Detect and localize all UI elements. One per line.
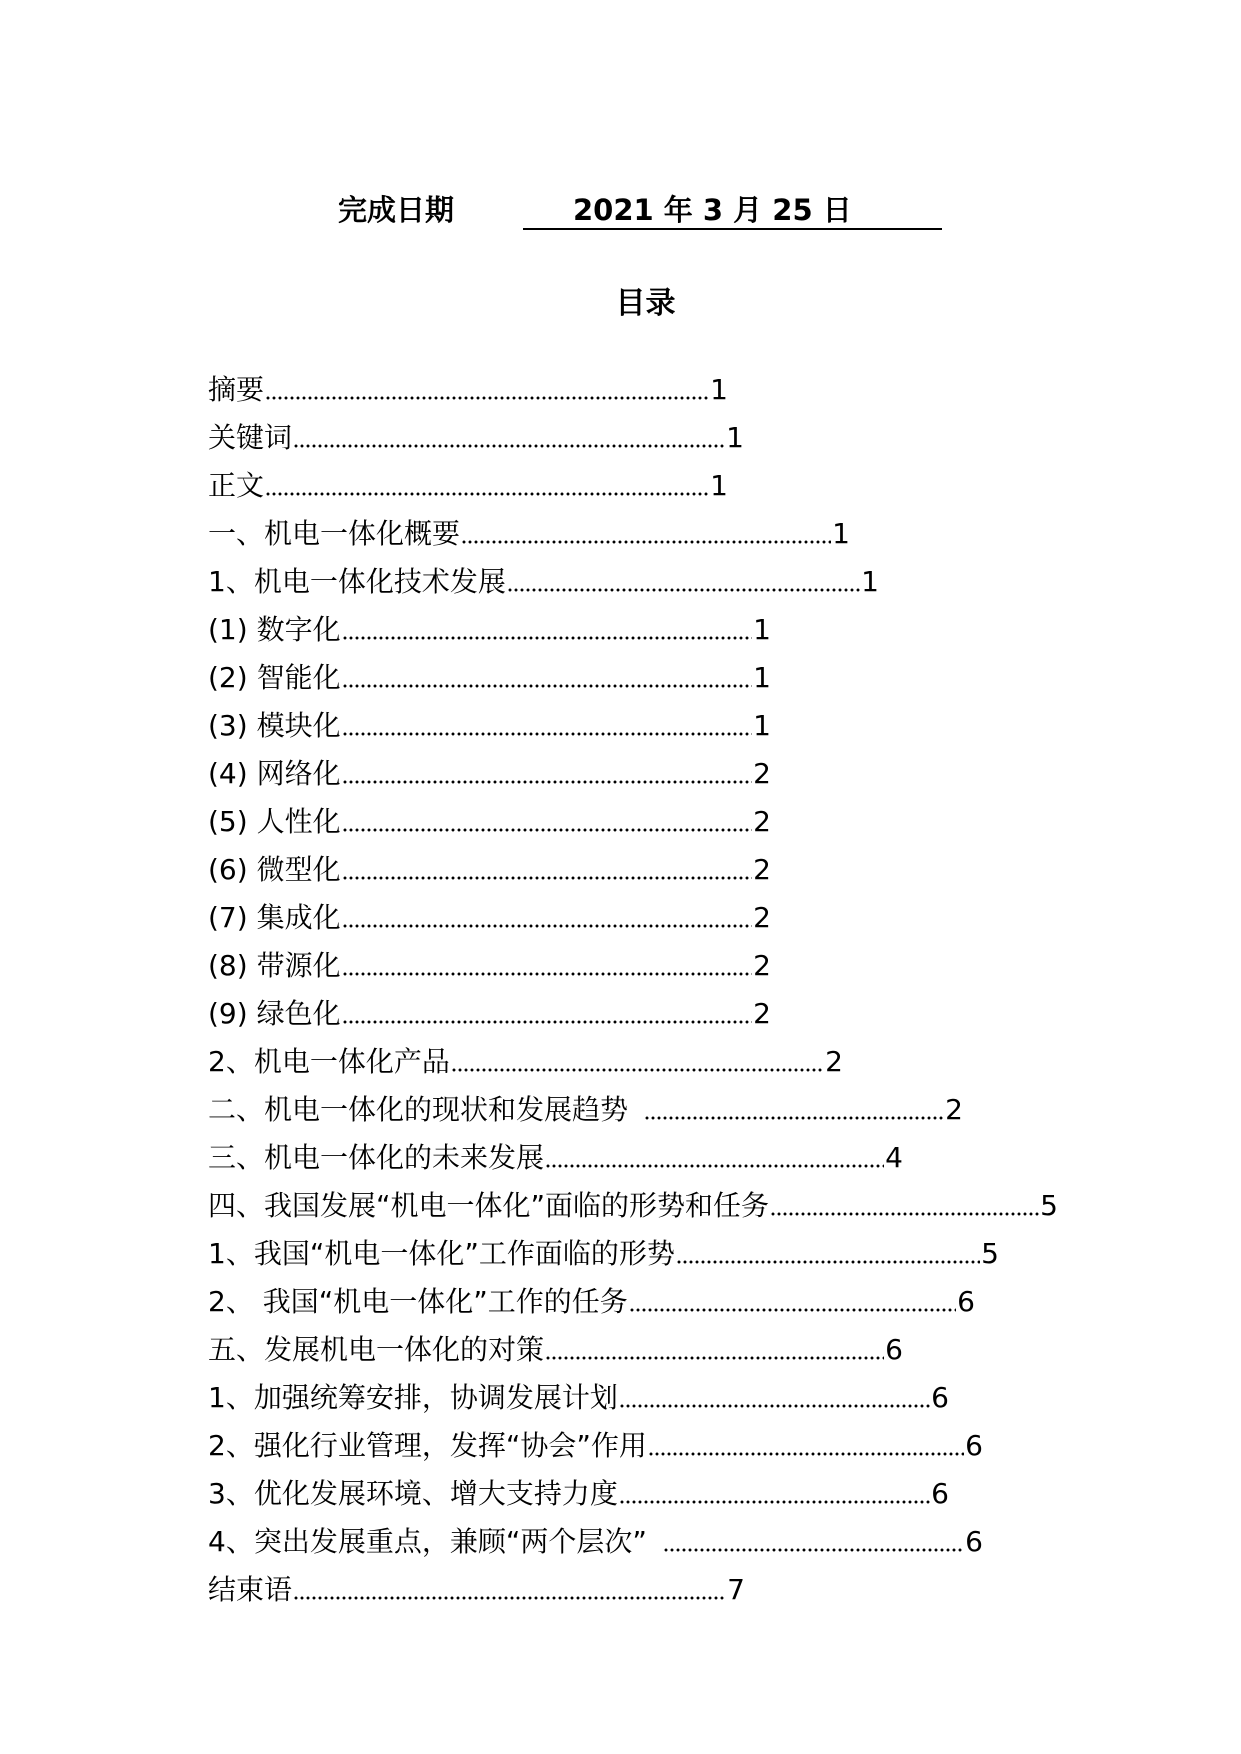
date-label: 完成日期 <box>338 193 455 227</box>
toc-entry-title: (3) 模块化 <box>208 709 341 742</box>
toc-entry-page: 6 <box>965 1429 983 1462</box>
dot-leader <box>619 1499 930 1505</box>
dot-leader <box>265 491 709 497</box>
toc-title: 目录 <box>615 286 676 321</box>
dot-leader <box>648 1451 964 1457</box>
completion-date <box>0 188 1241 234</box>
toc-entry-title: 2、机电一体化产品 <box>208 1045 450 1078</box>
toc-entry-title: 1、我国“机电一体化”工作面临的形势 <box>208 1237 675 1270</box>
toc-entry-page: 1 <box>753 661 771 694</box>
date-value: 2021 年 3 月 25 日 <box>523 188 942 230</box>
toc-entry-page: 1 <box>832 517 850 550</box>
toc-entry[interactable] <box>208 606 771 654</box>
toc-entry[interactable] <box>208 702 771 750</box>
toc-entry-title: 二、机电一体化的现状和发展趋势 <box>208 1093 629 1126</box>
toc-entry-title: 三、机电一体化的未来发展 <box>208 1141 545 1174</box>
toc-entry-title: 关键词 <box>208 421 293 454</box>
toc-entry[interactable] <box>208 462 728 510</box>
toc-entry[interactable] <box>208 558 879 606</box>
toc-entry[interactable] <box>208 1278 975 1326</box>
toc-entry-page: 1 <box>861 565 879 598</box>
dot-leader <box>545 1163 884 1169</box>
toc-entry[interactable] <box>208 414 744 462</box>
toc-entry[interactable] <box>208 1374 949 1422</box>
toc-entry[interactable] <box>208 750 771 798</box>
toc-entry-title: (1) 数字化 <box>208 613 341 646</box>
toc-entry-page: 1 <box>710 469 728 502</box>
toc-entry-page: 6 <box>931 1477 949 1510</box>
toc-entry-page: 2 <box>753 853 771 886</box>
toc-entry[interactable] <box>208 510 850 558</box>
table-of-contents <box>208 366 1058 1614</box>
toc-entry[interactable] <box>208 990 771 1038</box>
dot-leader <box>342 635 753 641</box>
toc-entry-title: 结束语 <box>208 1573 293 1606</box>
dot-leader <box>507 587 860 593</box>
toc-entry-page: 5 <box>981 1237 999 1270</box>
dot-leader <box>676 1259 980 1265</box>
dot-leader <box>342 827 753 833</box>
toc-entry[interactable] <box>208 798 771 846</box>
toc-entry-page: 6 <box>957 1285 975 1318</box>
toc-entry-title: (5) 人性化 <box>208 805 341 838</box>
dot-leader <box>629 1307 956 1313</box>
toc-entry-title: 1、加强统筹安排，协调发展计划 <box>208 1381 618 1414</box>
toc-entry-page: 1 <box>710 373 728 406</box>
toc-entry-page: 2 <box>753 997 771 1030</box>
toc-entry-title: 四、我国发展“机电一体化”面临的形势和任务 <box>208 1189 770 1222</box>
dot-leader <box>461 539 831 545</box>
dot-leader <box>644 1115 944 1121</box>
dot-leader <box>293 1595 726 1601</box>
dot-leader <box>342 875 753 881</box>
dot-leader <box>342 731 753 737</box>
toc-entry-page: 1 <box>726 421 744 454</box>
toc-entry[interactable] <box>208 1518 983 1566</box>
toc-entry-page: 1 <box>753 709 771 742</box>
toc-entry[interactable] <box>208 894 771 942</box>
toc-entry-title: 2、 我国“机电一体化”工作的任务 <box>208 1285 628 1318</box>
toc-entry[interactable] <box>208 846 771 894</box>
toc-entry-title: (2) 智能化 <box>208 661 341 694</box>
dot-leader <box>619 1403 930 1409</box>
toc-entry[interactable] <box>208 1326 903 1374</box>
dot-leader <box>293 443 725 449</box>
dot-leader <box>265 395 709 401</box>
toc-entry[interactable] <box>208 366 728 414</box>
toc-entry-title: (9) 绿色化 <box>208 997 341 1030</box>
toc-entry[interactable] <box>208 1134 903 1182</box>
toc-entry-title: (7) 集成化 <box>208 901 341 934</box>
dot-leader <box>342 779 753 785</box>
toc-entry-title: 一、机电一体化概要 <box>208 517 461 550</box>
toc-entry-page: 6 <box>931 1381 949 1414</box>
dot-leader <box>770 1211 1039 1217</box>
toc-entry[interactable] <box>208 1470 949 1518</box>
toc-entry-page: 2 <box>753 901 771 934</box>
toc-entry-page: 6 <box>965 1525 983 1558</box>
toc-entry[interactable] <box>208 654 771 702</box>
toc-entry[interactable] <box>208 1182 1058 1230</box>
dot-leader <box>545 1355 884 1361</box>
dot-leader <box>342 1019 753 1025</box>
toc-entry-title: (6) 微型化 <box>208 853 341 886</box>
toc-entry-page: 4 <box>885 1141 903 1174</box>
toc-entry-page: 2 <box>753 949 771 982</box>
toc-entry-title: 3、优化发展环境、增大支持力度 <box>208 1477 618 1510</box>
toc-entry[interactable] <box>208 1566 745 1614</box>
toc-entry-page: 2 <box>753 757 771 790</box>
toc-entry-page: 2 <box>753 805 771 838</box>
dot-leader <box>451 1067 824 1073</box>
dot-leader <box>663 1547 964 1553</box>
toc-entry-page: 1 <box>753 613 771 646</box>
toc-entry-title: 摘要 <box>208 373 265 406</box>
toc-entry-title: 4、突出发展重点，兼顾“两个层次” <box>208 1525 647 1558</box>
toc-entry-title: (4) 网络化 <box>208 757 341 790</box>
dot-leader <box>342 683 753 689</box>
toc-entry-title: 1、机电一体化技术发展 <box>208 565 506 598</box>
toc-entry-title: 五、发展机电一体化的对策 <box>208 1333 545 1366</box>
dot-leader <box>342 971 753 977</box>
toc-entry[interactable] <box>208 1086 963 1134</box>
dot-leader <box>342 923 753 929</box>
toc-entry-title: (8) 带源化 <box>208 949 341 982</box>
toc-entry-page: 7 <box>727 1573 745 1606</box>
toc-entry-page: 5 <box>1040 1189 1058 1222</box>
toc-entry[interactable] <box>208 1422 983 1470</box>
toc-entry[interactable] <box>208 942 771 990</box>
toc-entry-page: 2 <box>825 1045 843 1078</box>
toc-entry-page: 6 <box>885 1333 903 1366</box>
toc-entry-page: 2 <box>945 1093 963 1126</box>
toc-entry[interactable] <box>208 1038 843 1086</box>
toc-entry-title: 2、强化行业管理，发挥“协会”作用 <box>208 1429 647 1462</box>
toc-entry[interactable] <box>208 1230 999 1278</box>
toc-entry-title: 正文 <box>208 469 265 502</box>
